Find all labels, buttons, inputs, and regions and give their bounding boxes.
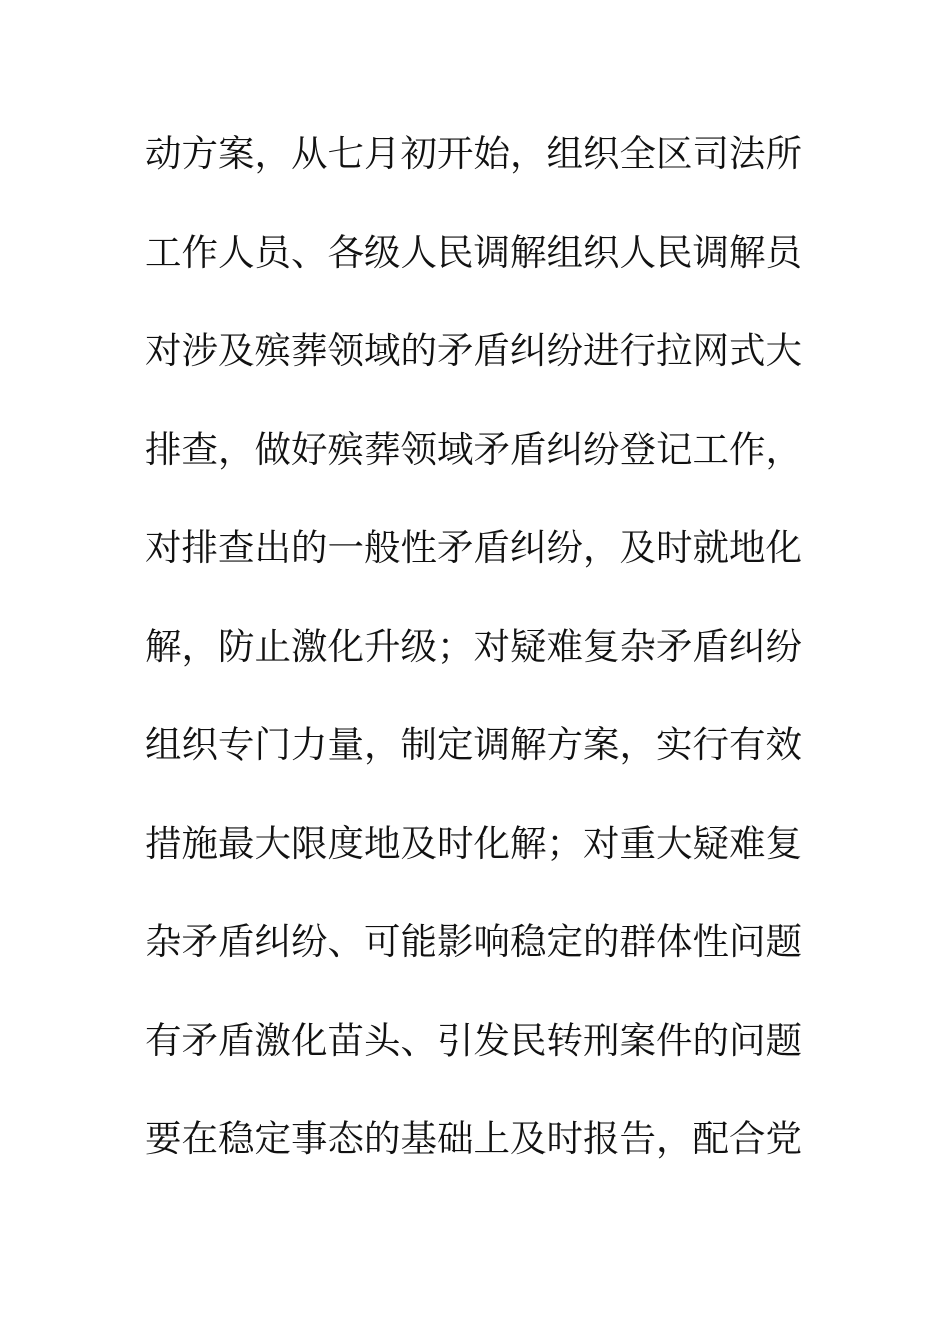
- text-line: 要在稳定事态的基础上及时报告，配合党: [145, 1117, 802, 1160]
- text-line: 措施最大限度地及时化解；对重大疑难复: [145, 821, 802, 865]
- text-line: 组织专门力量，制定调解方案，实行有效: [145, 723, 802, 766]
- text-line: 杂矛盾纠纷、可能影响稳定的群体性问题: [145, 920, 802, 963]
- text-line: 对排查出的一般性矛盾纠纷，及时就地化: [145, 526, 802, 569]
- text-line: 对涉及殡葬领域的矛盾纠纷进行拉网式大: [145, 329, 802, 372]
- text-line: 有矛盾激化苗头、引发民转刑案件的问题: [145, 1018, 802, 1062]
- body-text: [145, 126, 825, 1210]
- text-line: 工作人员、各级人民调解组织人民调解员: [145, 230, 802, 274]
- text-line: 动方案，从七月初开始，组织全区司法所: [145, 132, 802, 175]
- text-line: 解，防止激化升级；对疑难复杂矛盾纠纷: [145, 624, 802, 668]
- text-line: 排查，做好殡葬领域矛盾纠纷登记工作，: [145, 427, 802, 471]
